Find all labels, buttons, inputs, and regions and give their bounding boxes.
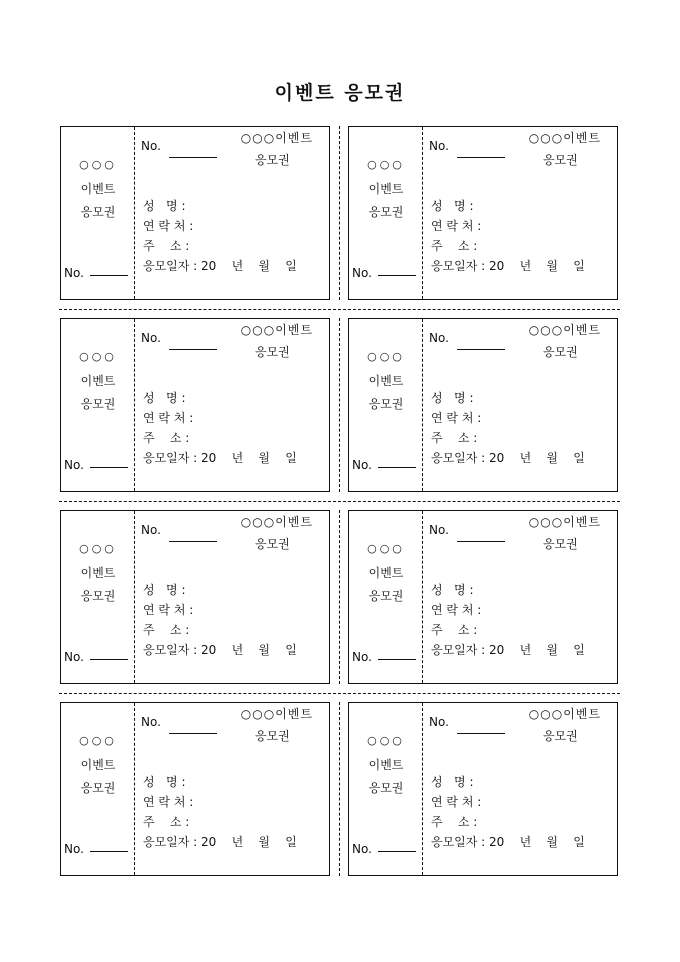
stub-number-label: No.	[352, 842, 372, 856]
stub-circles: ○○○	[367, 350, 405, 363]
stub-number-line	[90, 851, 128, 852]
event-name: ○○○이벤트	[240, 515, 313, 529]
address-field-label: 주 소 :	[143, 431, 190, 445]
vertical-cut-line	[339, 510, 340, 684]
coupon-ticket	[60, 126, 330, 300]
main-number-label: No.	[429, 523, 449, 537]
stub-event-label: 이벤트	[368, 374, 404, 388]
ticket-stub	[61, 319, 135, 491]
main-number-line	[457, 349, 505, 350]
main-number-label: No.	[141, 331, 161, 345]
date-field-label: 응모일자 : 20 년 월 일	[431, 451, 585, 465]
contact-field-label: 연 락 처 :	[143, 603, 194, 617]
event-name: ○○○이벤트	[240, 323, 313, 337]
stub-circles: ○○○	[367, 734, 405, 747]
stub-number-line	[378, 851, 416, 852]
name-field-label: 성 명 :	[143, 199, 186, 213]
stub-circles: ○○○	[79, 734, 117, 747]
event-subtitle: 응모권	[255, 537, 290, 551]
address-field-label: 주 소 :	[431, 815, 478, 829]
stub-coupon-label: 응모권	[368, 397, 404, 411]
ticket-main	[135, 511, 329, 683]
contact-field-label: 연 락 처 :	[143, 795, 194, 809]
stub-event-label: 이벤트	[368, 566, 404, 580]
stub-coupon-label: 응모권	[80, 589, 116, 603]
event-name: ○○○이벤트	[528, 323, 601, 337]
stub-number-line	[378, 659, 416, 660]
main-number-label: No.	[141, 523, 161, 537]
date-field-label: 응모일자 : 20 년 월 일	[143, 835, 297, 849]
name-field-label: 성 명 :	[431, 583, 474, 597]
stub-number-label: No.	[64, 842, 84, 856]
stub-event-label: 이벤트	[368, 182, 404, 196]
contact-field-label: 연 락 처 :	[143, 411, 194, 425]
event-name: ○○○이벤트	[528, 707, 601, 721]
stub-event-label: 이벤트	[80, 182, 116, 196]
event-name: ○○○이벤트	[528, 131, 601, 145]
stub-circles: ○○○	[79, 542, 117, 555]
vertical-cut-line	[339, 702, 340, 876]
ticket-main	[423, 127, 617, 299]
main-number-line	[169, 541, 217, 542]
ticket-main	[135, 127, 329, 299]
event-subtitle: 응모권	[543, 537, 578, 551]
coupon-ticket	[348, 702, 618, 876]
stub-coupon-label: 응모권	[80, 781, 116, 795]
stub-circles: ○○○	[79, 158, 117, 171]
date-field-label: 응모일자 : 20 년 월 일	[143, 259, 297, 273]
name-field-label: 성 명 :	[431, 775, 474, 789]
contact-field-label: 연 락 처 :	[431, 411, 482, 425]
stub-number-line	[90, 467, 128, 468]
stub-coupon-label: 응모권	[368, 205, 404, 219]
name-field-label: 성 명 :	[431, 199, 474, 213]
stub-number-label: No.	[352, 458, 372, 472]
coupon-ticket	[348, 126, 618, 300]
event-subtitle: 응모권	[255, 345, 290, 359]
vertical-cut-line	[339, 126, 340, 300]
stub-coupon-label: 응모권	[368, 781, 404, 795]
main-number-line	[169, 349, 217, 350]
address-field-label: 주 소 :	[431, 623, 478, 637]
address-field-label: 주 소 :	[143, 815, 190, 829]
stub-number-line	[90, 275, 128, 276]
horizontal-cut-line	[59, 501, 620, 502]
page-title: 이벤트 응모권	[274, 82, 406, 104]
vertical-cut-line	[339, 318, 340, 492]
event-subtitle: 응모권	[543, 345, 578, 359]
main-number-label: No.	[141, 139, 161, 153]
contact-field-label: 연 락 처 :	[143, 219, 194, 233]
contact-field-label: 연 락 처 :	[431, 603, 482, 617]
main-number-line	[169, 733, 217, 734]
address-field-label: 주 소 :	[431, 239, 478, 253]
date-field-label: 응모일자 : 20 년 월 일	[143, 451, 297, 465]
contact-field-label: 연 락 처 :	[431, 219, 482, 233]
horizontal-cut-line	[59, 309, 620, 310]
event-subtitle: 응모권	[543, 729, 578, 743]
name-field-label: 성 명 :	[143, 775, 186, 789]
name-field-label: 성 명 :	[143, 391, 186, 405]
ticket-main	[135, 703, 329, 875]
coupon-ticket	[348, 510, 618, 684]
main-number-label: No.	[429, 715, 449, 729]
event-name: ○○○이벤트	[240, 131, 313, 145]
stub-event-label: 이벤트	[80, 566, 116, 580]
stub-number-line	[378, 467, 416, 468]
main-number-line	[457, 541, 505, 542]
stub-number-label: No.	[352, 266, 372, 280]
name-field-label: 성 명 :	[143, 583, 186, 597]
ticket-main	[423, 511, 617, 683]
main-number-label: No.	[429, 331, 449, 345]
date-field-label: 응모일자 : 20 년 월 일	[431, 259, 585, 273]
horizontal-cut-line	[59, 693, 620, 694]
event-name: ○○○이벤트	[240, 707, 313, 721]
ticket-main	[423, 319, 617, 491]
stub-circles: ○○○	[367, 542, 405, 555]
stub-number-label: No.	[64, 266, 84, 280]
event-subtitle: 응모권	[255, 153, 290, 167]
ticket-stub	[61, 511, 135, 683]
stub-coupon-label: 응모권	[80, 205, 116, 219]
name-field-label: 성 명 :	[431, 391, 474, 405]
coupon-ticket	[348, 318, 618, 492]
date-field-label: 응모일자 : 20 년 월 일	[143, 643, 297, 657]
event-subtitle: 응모권	[543, 153, 578, 167]
address-field-label: 주 소 :	[143, 623, 190, 637]
stub-event-label: 이벤트	[80, 758, 116, 772]
stub-number-label: No.	[352, 650, 372, 664]
stub-coupon-label: 응모권	[368, 589, 404, 603]
ticket-main	[135, 319, 329, 491]
main-number-label: No.	[141, 715, 161, 729]
ticket-stub	[61, 703, 135, 875]
contact-field-label: 연 락 처 :	[431, 795, 482, 809]
stub-number-label: No.	[64, 458, 84, 472]
stub-coupon-label: 응모권	[80, 397, 116, 411]
stub-event-label: 이벤트	[80, 374, 116, 388]
main-number-label: No.	[429, 139, 449, 153]
stub-number-line	[90, 659, 128, 660]
ticket-stub	[349, 319, 423, 491]
main-number-line	[457, 733, 505, 734]
ticket-stub	[349, 127, 423, 299]
event-name: ○○○이벤트	[528, 515, 601, 529]
ticket-stub	[349, 703, 423, 875]
address-field-label: 주 소 :	[143, 239, 190, 253]
ticket-stub	[61, 127, 135, 299]
stub-number-line	[378, 275, 416, 276]
ticket-stub	[349, 511, 423, 683]
event-subtitle: 응모권	[255, 729, 290, 743]
date-field-label: 응모일자 : 20 년 월 일	[431, 643, 585, 657]
ticket-main	[423, 703, 617, 875]
address-field-label: 주 소 :	[431, 431, 478, 445]
stub-event-label: 이벤트	[368, 758, 404, 772]
stub-circles: ○○○	[79, 350, 117, 363]
stub-circles: ○○○	[367, 158, 405, 171]
main-number-line	[169, 157, 217, 158]
main-number-line	[457, 157, 505, 158]
date-field-label: 응모일자 : 20 년 월 일	[431, 835, 585, 849]
stub-number-label: No.	[64, 650, 84, 664]
coupon-ticket	[60, 510, 330, 684]
coupon-ticket	[60, 318, 330, 492]
coupon-ticket	[60, 702, 330, 876]
